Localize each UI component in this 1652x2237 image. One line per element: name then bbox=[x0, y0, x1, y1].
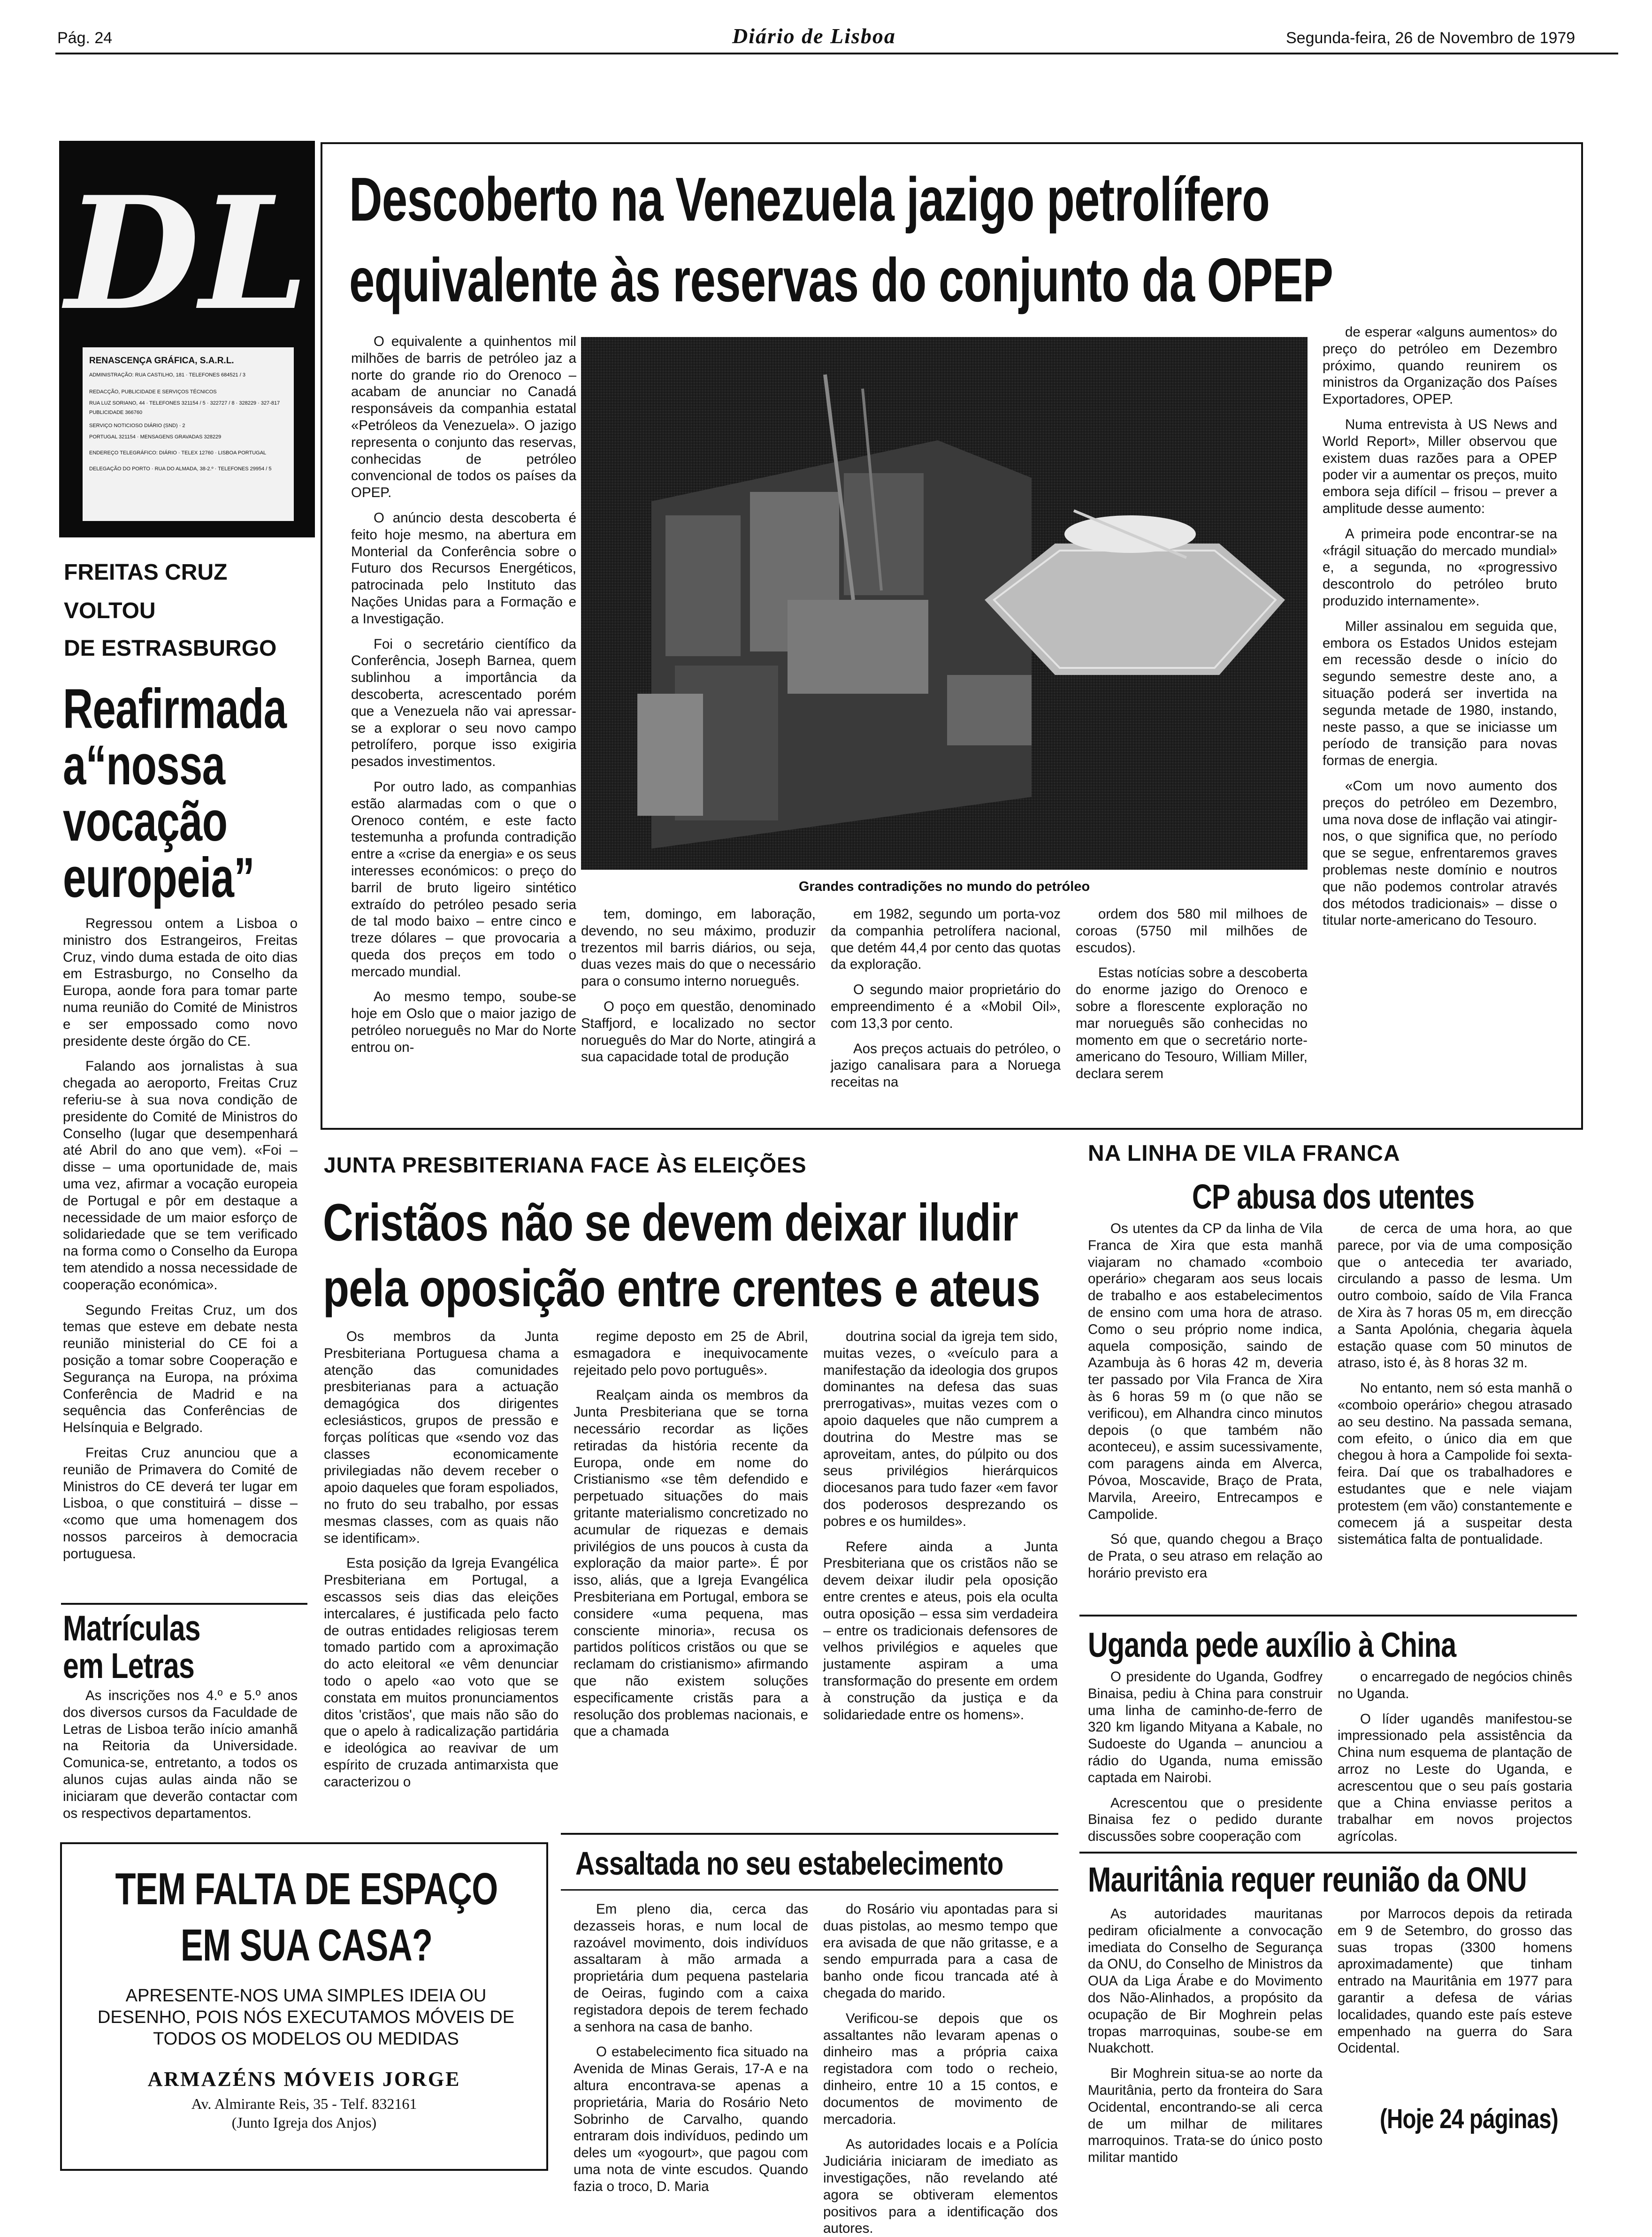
paragraph: de esperar «alguns aumentos» do preço do petróleo em Dezembro próximo, quando reunirem os ministros da Organização dos Países Exportadores, OPEP. bbox=[1323, 324, 1557, 407]
paragraph: do Rosário viu apontadas para si duas pistolas, ao mesmo tempo que era avisada de que não gritasse, e a sendo empurrada para a casa de banho onde ficou trancada até à chegada do marido. bbox=[823, 1901, 1058, 2001]
paragraph: Por outro lado, as companhias estão alarmadas com o que o Orenoco contém, e este facto testemunha a profunda contradição entre a «crise da energia» e os seus interesses económicos: o preço do barril de bruto ligeiro sintético extraído do petróleo pesado seria de tal modo baixo – entre cinco e treze dólares – que provocaria a queda dos preços em todo o mercado mundial. bbox=[351, 779, 576, 980]
paragraph: O presidente do Uganda, Godfrey Binaisa, pediu à China para construir uma linha de caminho-de-ferro de 320 km ligando Mityana a Kabale, no Sudoeste do Uganda – anunciou a rádio do Uganda, numa emissão captada em Nairobi. bbox=[1088, 1669, 1323, 1785]
paragraph: Verificou-se depois que os assaltantes não levaram apenas o dinheiro mas a própria caixa registadora com todo o recheio, dinheiro, entre 10 a 15 contos, e documentos de movimento de mercadoria. bbox=[823, 2010, 1058, 2127]
divider bbox=[1079, 1615, 1577, 1616]
paragraph: As autoridades mauritanas pediram oficialmente a convocação imediata do Conselho de Segurança da ONU, do Conselho de Ministros da OUA da Liga Árabe e do Movimento dos Não-Alinhados, a propósito da ocupação de Bir Moghrein pelas tropas marroquinas, soube-se em Nuakchott. bbox=[1088, 1906, 1323, 2056]
ad-company: ARMAZÉNS MÓVEIS JORGE bbox=[147, 2068, 461, 2091]
paragraph: Ao mesmo tempo, soube-se hoje em Oslo que o maior jazigo de petróleo norueguês no Mar do Norte entrou on- bbox=[351, 989, 576, 1055]
paragraph: As autoridades locais e a Polícia Judiciária iniciaram de imediato as investigações, não revelando até agora se obtiveram elementos positivos para a identificação dos autores. bbox=[823, 2137, 1058, 2237]
logo-line: RUA LUZ SORIANO, 44 · TELEFONES 321154 / 5 · 322727 / 8 · 328229 · 327-817 bbox=[89, 400, 280, 406]
freitas-headline: Reafirmada bbox=[63, 677, 287, 740]
ad-address: Av. Almirante Reis, 35 - Telf. 832161 bbox=[191, 2095, 417, 2112]
assaltada-col-1 bbox=[574, 1901, 808, 2197]
freitas-body bbox=[63, 915, 298, 1596]
cp-kicker: NA LINHA DE VILA FRANCA bbox=[1088, 1141, 1400, 1166]
logo-line: REDACÇÃO, PUBLICIDADE E SERVIÇOS TÉCNICOS bbox=[89, 389, 217, 395]
freitas-headline: vocação bbox=[63, 790, 228, 853]
divider bbox=[561, 1889, 1058, 1891]
paragraph: Regressou ontem a Lisboa o ministro dos Estrangeiros, Freitas Cruz, vindo duma estada de oito dias em Estrasburgo, no Conselho da Europa, aonde fora para tomar parte numa reunião do Comité de Ministros e ser empossado como novo presidente deste órgão do CE. bbox=[63, 916, 298, 1049]
matriculas-headline: em Letras bbox=[63, 1646, 195, 1686]
freitas-kicker: DE ESTRASBURGO bbox=[64, 636, 277, 661]
mauritania-col-2 bbox=[1338, 1906, 1572, 2103]
main-headline-line-2: equivalente às reservas do conjunto da OPEP bbox=[349, 245, 1333, 314]
ad-body: APRESENTE-NOS UMA SIMPLES IDEIA OU DESENHO, POIS NÓS EXECUTAMOS MÓVEIS DE TODOS OS MODELOS OU MEDIDAS bbox=[97, 1986, 515, 2049]
page-number: Pág. 24 bbox=[57, 29, 113, 47]
paragraph: o encarregado de negócios chinês no Uganda. bbox=[1338, 1669, 1572, 1701]
page-count-note: (Hoje 24 páginas) bbox=[1380, 2104, 1558, 2134]
uganda-col-1 bbox=[1088, 1669, 1323, 1845]
paragraph: Estas notícias sobre a descoberta do enorme jazigo do Orenoco e sobre a florescente exploração no mar norueguês são conhecidas no momento em que o secretário norte-americano do Tesouro, William Miller, declara serem bbox=[1076, 965, 1308, 1082]
paragraph: Os utentes da CP da linha de Vila Franca de Xira que esta manhã viajaram no chamado «comboio operário» chegaram aos seus locais de trabalho e aos estabelecimentos de ensino com uma hora de atraso. Como o seu próprio nome indica, aquela composição, saindo de Azambuja às 6 horas 42 m, deveria ter passado por Vila Franca de Xira às 6 horas 59 m (o que não se verificou), em Alhandra cinco minutos depois (o que também não aconteceu), e assim sucessivamente, com paragens ainda em Alverca, Póvoa, Moscavide, Braço de Prata, Marvila, Areeiro, Entrecampos e Campolide. bbox=[1088, 1221, 1323, 1522]
paragraph: doutrina social da igreja tem sido, muitas vezes, o «veículo para a manifestação da ideologia dos grupos dominantes na defesa das suas prerrogativas», muitas vezes com o apoio daqueles que não cumprem a doutrina do Mestre mas se aproveitam, antes, do púlpito ou dos seus privilégios hierárquicos diocesanos para tudo fazer «em favor dos poderosos desprezando os pobres e os humildes». bbox=[823, 1329, 1058, 1529]
logo-line: DELEGAÇÃO DO PORTO · RUA DO ALMADA, 38-2.º · TELEFONES 29954 / 5 bbox=[89, 466, 272, 472]
junta-headline-2: pela oposição entre crentes e ateus bbox=[323, 1259, 1040, 1318]
junta-headline-1: Cristãos não se devem deixar iludir bbox=[323, 1193, 1018, 1252]
assaltada-headline: Assaltada no seu estabelecimento bbox=[575, 1845, 1003, 1882]
main-col-1 bbox=[351, 333, 576, 1122]
masthead-logo bbox=[59, 141, 315, 537]
junta-col-2 bbox=[574, 1328, 808, 1826]
cp-col-1 bbox=[1088, 1220, 1323, 1605]
paragraph: Falando aos jornalistas à sua chegada ao aeroporto, Freitas Cruz referiu-se à sua nova condição de presidente do Comité de Ministros do Conselho (lugar que desempenhará até Abril do ano que vem). «Foi – disse – uma oportunidade de, mais uma vez, afirmar a vocação europeia de Portugal e pôr em destaque a necessidade de um maior esforço de solidariedade que se tem verificado na forma como o Conselho da Europa tem atendido a nossa necessidade de cooperação económica». bbox=[63, 1058, 298, 1293]
mauritania-col-1 bbox=[1088, 1906, 1323, 2197]
cp-col-2 bbox=[1338, 1220, 1572, 1605]
paragraph: Esta posição da Igreja Evangélica Presbiteriana em Portugal, a escassos seis dias das eleições intercalares, é justificada pelo facto de outras entidades religiosas terem tomado partido com a aproximação do acto eleitoral «e vêm denunciar todo o apelo «ao voto que se constata em muitos pronunciamentos ditos 'cristãos', que mais não são do que o apelo à radicalização partidária e ideológica ao reavivar de um espírito de cruzada antimarxista que caracterizou o bbox=[324, 1555, 558, 1790]
paragraph: Aos preços actuais do petróleo, o jazigo canalisara para a Noruega receitas na bbox=[831, 1041, 1061, 1090]
paragraph: regime deposto em 25 de Abril, esmagadora e inequivocamente rejeitado pelo povo português». bbox=[574, 1329, 808, 1378]
logo-line: SERVIÇO NOTICIOSO DIÁRIO (SND) · 2 bbox=[89, 423, 185, 429]
freitas-kicker: VOLTOU bbox=[64, 598, 156, 623]
logo-info-panel bbox=[83, 347, 294, 521]
furniture-ad bbox=[60, 1842, 548, 2171]
ad-title: TEM FALTA DE ESPAÇO bbox=[115, 1864, 498, 1914]
paragraph: em 1982, segundo um porta-voz da companhia petrolífera nacional, que detém 44,4 por cento das quotas da exploração. bbox=[831, 906, 1061, 973]
main-col-5 bbox=[1323, 324, 1557, 1122]
paragraph: Miller assinalou em seguida que, embora os Estados Unidos estejam em recessão desde o início do segundo semestre deste ano, a situação poderá ser invertida na segunda metade de 1980, instando, neste passo, a que se iniciasse um período de transição para novas formas de energia. bbox=[1323, 618, 1557, 769]
paragraph: As inscrições nos 4.º e 5.º anos dos diversos cursos da Faculdade de Letras de Lisboa terão início amanhã na Reitoria da Universidade. Comunica-se, entretanto, a todos os alunos cujas aulas ainda não se iniciaram que deverão contactar com os respectivos departamentos. bbox=[63, 1688, 298, 1821]
logo-letters: DL bbox=[65, 162, 309, 345]
paragraph: Só que, quando chegou a Braço de Prata, o seu atraso em relação ao horário previsto era bbox=[1088, 1532, 1323, 1581]
ad-note: (Junto Igreja dos Anjos) bbox=[231, 2114, 377, 2131]
logo-line: ENDEREÇO TELEGRÁFICO: DIÁRIO · TELEX 12760 · LISBOA PORTUGAL bbox=[89, 450, 267, 456]
matriculas-headline: Matrículas bbox=[63, 1609, 200, 1648]
paragraph: O equivalente a quinhentos mil milhões de barris de petróleo jaz a norte do grande rio do Orenoco – acabam de anunciar no Canadá responsáveis da companhia estatal «Petróleos da Venezuela». O jazigo representa o conjunto das reservas, conhecidas de petróleo convencional de todos os países da OPEP. bbox=[351, 334, 576, 501]
paragraph: Em pleno dia, cerca das dezasseis horas, e num local de razoável movimento, dois indivíduos assaltaram à mão armada a proprietária dum pequena pastelaria de Oeiras, fugindo com a caixa registadora depois de terem fechado a senhora na casa de banho. bbox=[574, 1901, 808, 2035]
main-col-2 bbox=[581, 906, 816, 1122]
paragraph: O segundo maior proprietário do empreendimento é a «Mobil Oil», com 13,3 por cento. bbox=[831, 982, 1061, 1031]
ad-title: EM SUA CASA? bbox=[180, 1920, 433, 1970]
paragraph: O líder ugandês manifestou-se impressionado pela assistência da China num esquema de plantação de arroz no Leste do Uganda, e acrescentou que o seu país gostaria que a China enviasse peritos a trabalhar em novos projectos agrícolas. bbox=[1338, 1711, 1572, 1845]
paragraph: Segundo Freitas Cruz, um dos temas que esteve em debate nesta reunião ministerial do CE foi a posição a tomar sobre Cooperação e Segurança na Europa, na próxima Conferência de Madrid e na sequência das Conferências de Helsínquia e Belgrado. bbox=[63, 1302, 298, 1436]
paragraph: «Com um novo aumento dos preços do petróleo em Dezembro, uma nova dose de inflação vai atingir-nos, o que significa que, no período que se segue, enfrentaremos graves problemas neste domínio e noutros que não podemos controlar através dos métodos tradicionais» – disse o titular norte-americano do Tesouro. bbox=[1323, 778, 1557, 928]
matriculas-body bbox=[63, 1687, 298, 1828]
paragraph: Foi o secretário científico da Conferência, Joseph Barnea, quem sublinhou a importância da descoberta, acrescentado porém que a Venezuela não vai apressar-se a explorar o seu novo campo petrolífero, porque isso exigiria pesados investimentos. bbox=[351, 636, 576, 770]
main-col-4 bbox=[1076, 906, 1308, 1122]
paragraph: Os membros da Junta Presbiteriana Portuguesa chama a atenção das comunidades presbiterianas para a actuação demagógica dos dirigentes eclesiásticos, grupos de pressão e forças políticas que «sendo voz das classes economicamente privilegiadas não devem receber o apoio daqueles que foram espoliados, no fruto do seu trabalho, por essas mesmas classes, com as quais não se identificam». bbox=[324, 1329, 558, 1546]
paragraph: Numa entrevista à US News and World Report», Miller observou que existem duas razões para a OPEP poder vir a aumentar os preços, muito embora seja difícil – frisou – prever a amplitude desse aumento: bbox=[1323, 416, 1557, 516]
junta-col-1 bbox=[324, 1328, 558, 1826]
cp-headline: CP abusa dos utentes bbox=[1192, 1177, 1475, 1216]
oil-platform-photo bbox=[581, 337, 1308, 870]
publisher-name: RENASCENÇA GRÁFICA, S.A.R.L. bbox=[89, 356, 234, 366]
paragraph: O estabelecimento fica situado na Avenida de Minas Gerais, 17-A e na altura encontrava-se apenas a proprietária, Maria do Rosário Neto Sobrinho de Carvalho, quando entraram dois indivíduos, pedindo um deles um «yogourt», que pagou com uma nota de vinte escudos. Quando fazia o troco, D. Maria bbox=[574, 2044, 808, 2194]
paragraph: O anúncio desta descoberta é feito hoje mesmo, na abertura em Monterial da Conferência sobre o Futuro dos Recursos Energéticos, patrocinada pelo Instituto das Nações Unidas para a Formação e a Investigação. bbox=[351, 510, 576, 627]
main-col-3 bbox=[831, 906, 1061, 1122]
uganda-col-2 bbox=[1338, 1669, 1572, 1845]
paragraph: por Marrocos depois da retirada em 9 de Setembro, do grosso das suas tropas (3300 homens aproximadamente) que tinham entrado na Mauritânia em 1977 para garantir a defesa de várias localidades, quando este país esteve empenhado na guerra do Sara Ocidental. bbox=[1338, 1906, 1572, 2056]
freitas-headline: a“nossa bbox=[63, 734, 225, 797]
assaltada-col-2 bbox=[823, 1901, 1058, 2237]
paragraph: de cerca de uma hora, ao que parece, por via de uma composição que o antecedia ter avariado, circulando a passo de lesma. Um outro comboio, saído de Vila Franca de Xira às 7 horas 05 m, em direcção a Santa Apolónia, chegaria àquela estação quase com 50 minutos de atraso, isto é, às 8 horas 32 m. bbox=[1338, 1221, 1572, 1371]
logo-line: PUBLICIDADE 366760 bbox=[89, 410, 143, 415]
paragraph: tem, domingo, em laboração, devendo, no seu máximo, produzir trezentos mil barris diários, ou seja, duas vezes mais do que o necessário para o consumo interno norueguês. bbox=[581, 906, 816, 989]
photo-caption: Grandes contradições no mundo do petróleo bbox=[798, 879, 1090, 894]
junta-kicker: JUNTA PRESBITERIANA FACE ÀS ELEIÇÕES bbox=[324, 1153, 807, 1177]
freitas-headline: europeia” bbox=[63, 846, 254, 909]
junta-col-3 bbox=[823, 1328, 1058, 1826]
paragraph: Realçam ainda os membros da Junta Presbiteriana que se torna necessário recordar as lições retiradas da história recente da Europa, onde em nome do Cristianismo «se têm defendido e perpetuado situações do mais gritante materialismo concretizado no acumular de riquezas e demais privilégios de uns poucos à custa da exploração da maior parte». É por isso, aliás, que a Igreja Evangélica Presbiteriana em Portugal, embora se considere «uma pequena, mas consciente minoria», recusa os partidos políticos cristãos ou que se reclamam do cristianismo» afirmando que não existem soluções especificamente cristãs para a resolução dos problemas nacionais, e que a chamada bbox=[574, 1387, 808, 1739]
paragraph: No entanto, nem só esta manhã o «comboio operário» chegou atrasado ao seu destino. Na passada semana, com efeito, o único dia em que chegou à hora a Campolide foi sexta-feira. Daí que os trabalhadores e estudantes que e nele viajam protestem (em vão) constantemente e comecem já a suspeitar desta sistemática falta de pontualidade. bbox=[1338, 1380, 1572, 1548]
paragraph: Bir Moghrein situa-se ao norte da Mauritânia, perto da fronteira do Sara Ocidental, encontrando-se ali cerca de um milhar de militares marroquinos. Trata-se do único posto militar mantido bbox=[1088, 2066, 1323, 2166]
mauritania-headline: Mauritânia requer reunião da ONU bbox=[1088, 1860, 1527, 1899]
uganda-headline: Uganda pede auxílio à China bbox=[1088, 1625, 1456, 1664]
header-rule bbox=[55, 53, 1618, 54]
logo-line: PORTUGAL 321154 · MENSAGENS GRAVADAS 328229 bbox=[89, 434, 222, 440]
issue-date: Segunda-feira, 26 de Novembro de 1979 bbox=[1286, 29, 1576, 47]
paragraph: Acrescentou que o presidente Binaisa fez o pedido durante discussões sobre cooperação com bbox=[1088, 1795, 1323, 1845]
paragraph: O poço em questão, denominado Staffjord, e localizado no sector norueguês do Mar do Norte, atingirá a sua capacidade total de produção bbox=[581, 998, 816, 1065]
logo-line: ADMINISTRAÇÃO: RUA CASTILHO, 181 · TELEFONES 684521 / 3 bbox=[89, 372, 245, 378]
divider bbox=[61, 1603, 307, 1605]
paragraph: Freitas Cruz anunciou que a reunião de Primavera do Comité de Ministros do CE deverá ter lugar em Lisboa, o que constituirá – disse – «como que uma homenagem dos nossos parceiros à democracia portuguesa. bbox=[63, 1445, 298, 1562]
divider bbox=[561, 1833, 1058, 1835]
main-headline-line-1: Descoberto na Venezuela jazigo petrolífero bbox=[349, 165, 1270, 234]
freitas-kicker: FREITAS CRUZ bbox=[64, 560, 228, 585]
divider bbox=[1079, 1852, 1577, 1854]
paragraph: A primeira pode encontrar-se na «frágil situação do mercado mundial» e, a segunda, no «progressivo descontrolo do petróleo bruto produzido internamente». bbox=[1323, 526, 1557, 609]
paragraph: Refere ainda a Junta Presbiteriana que os cristãos não se devem deixar iludir pela oposição entre crentes e ateus, pois ela oculta outra oposição – essa sim verdadeira – entre os tradicionais defensores de velhos privilégios e aqueles que justamente aspiram a uma transformação do presente em ordem à construção da justiça e da solidariedade entre os homens». bbox=[823, 1539, 1058, 1723]
masthead: Diário de Lisboa bbox=[732, 24, 896, 48]
paragraph: ordem dos 580 mil milhoes de coroas (5750 mil milhões de escudos). bbox=[1076, 906, 1308, 956]
